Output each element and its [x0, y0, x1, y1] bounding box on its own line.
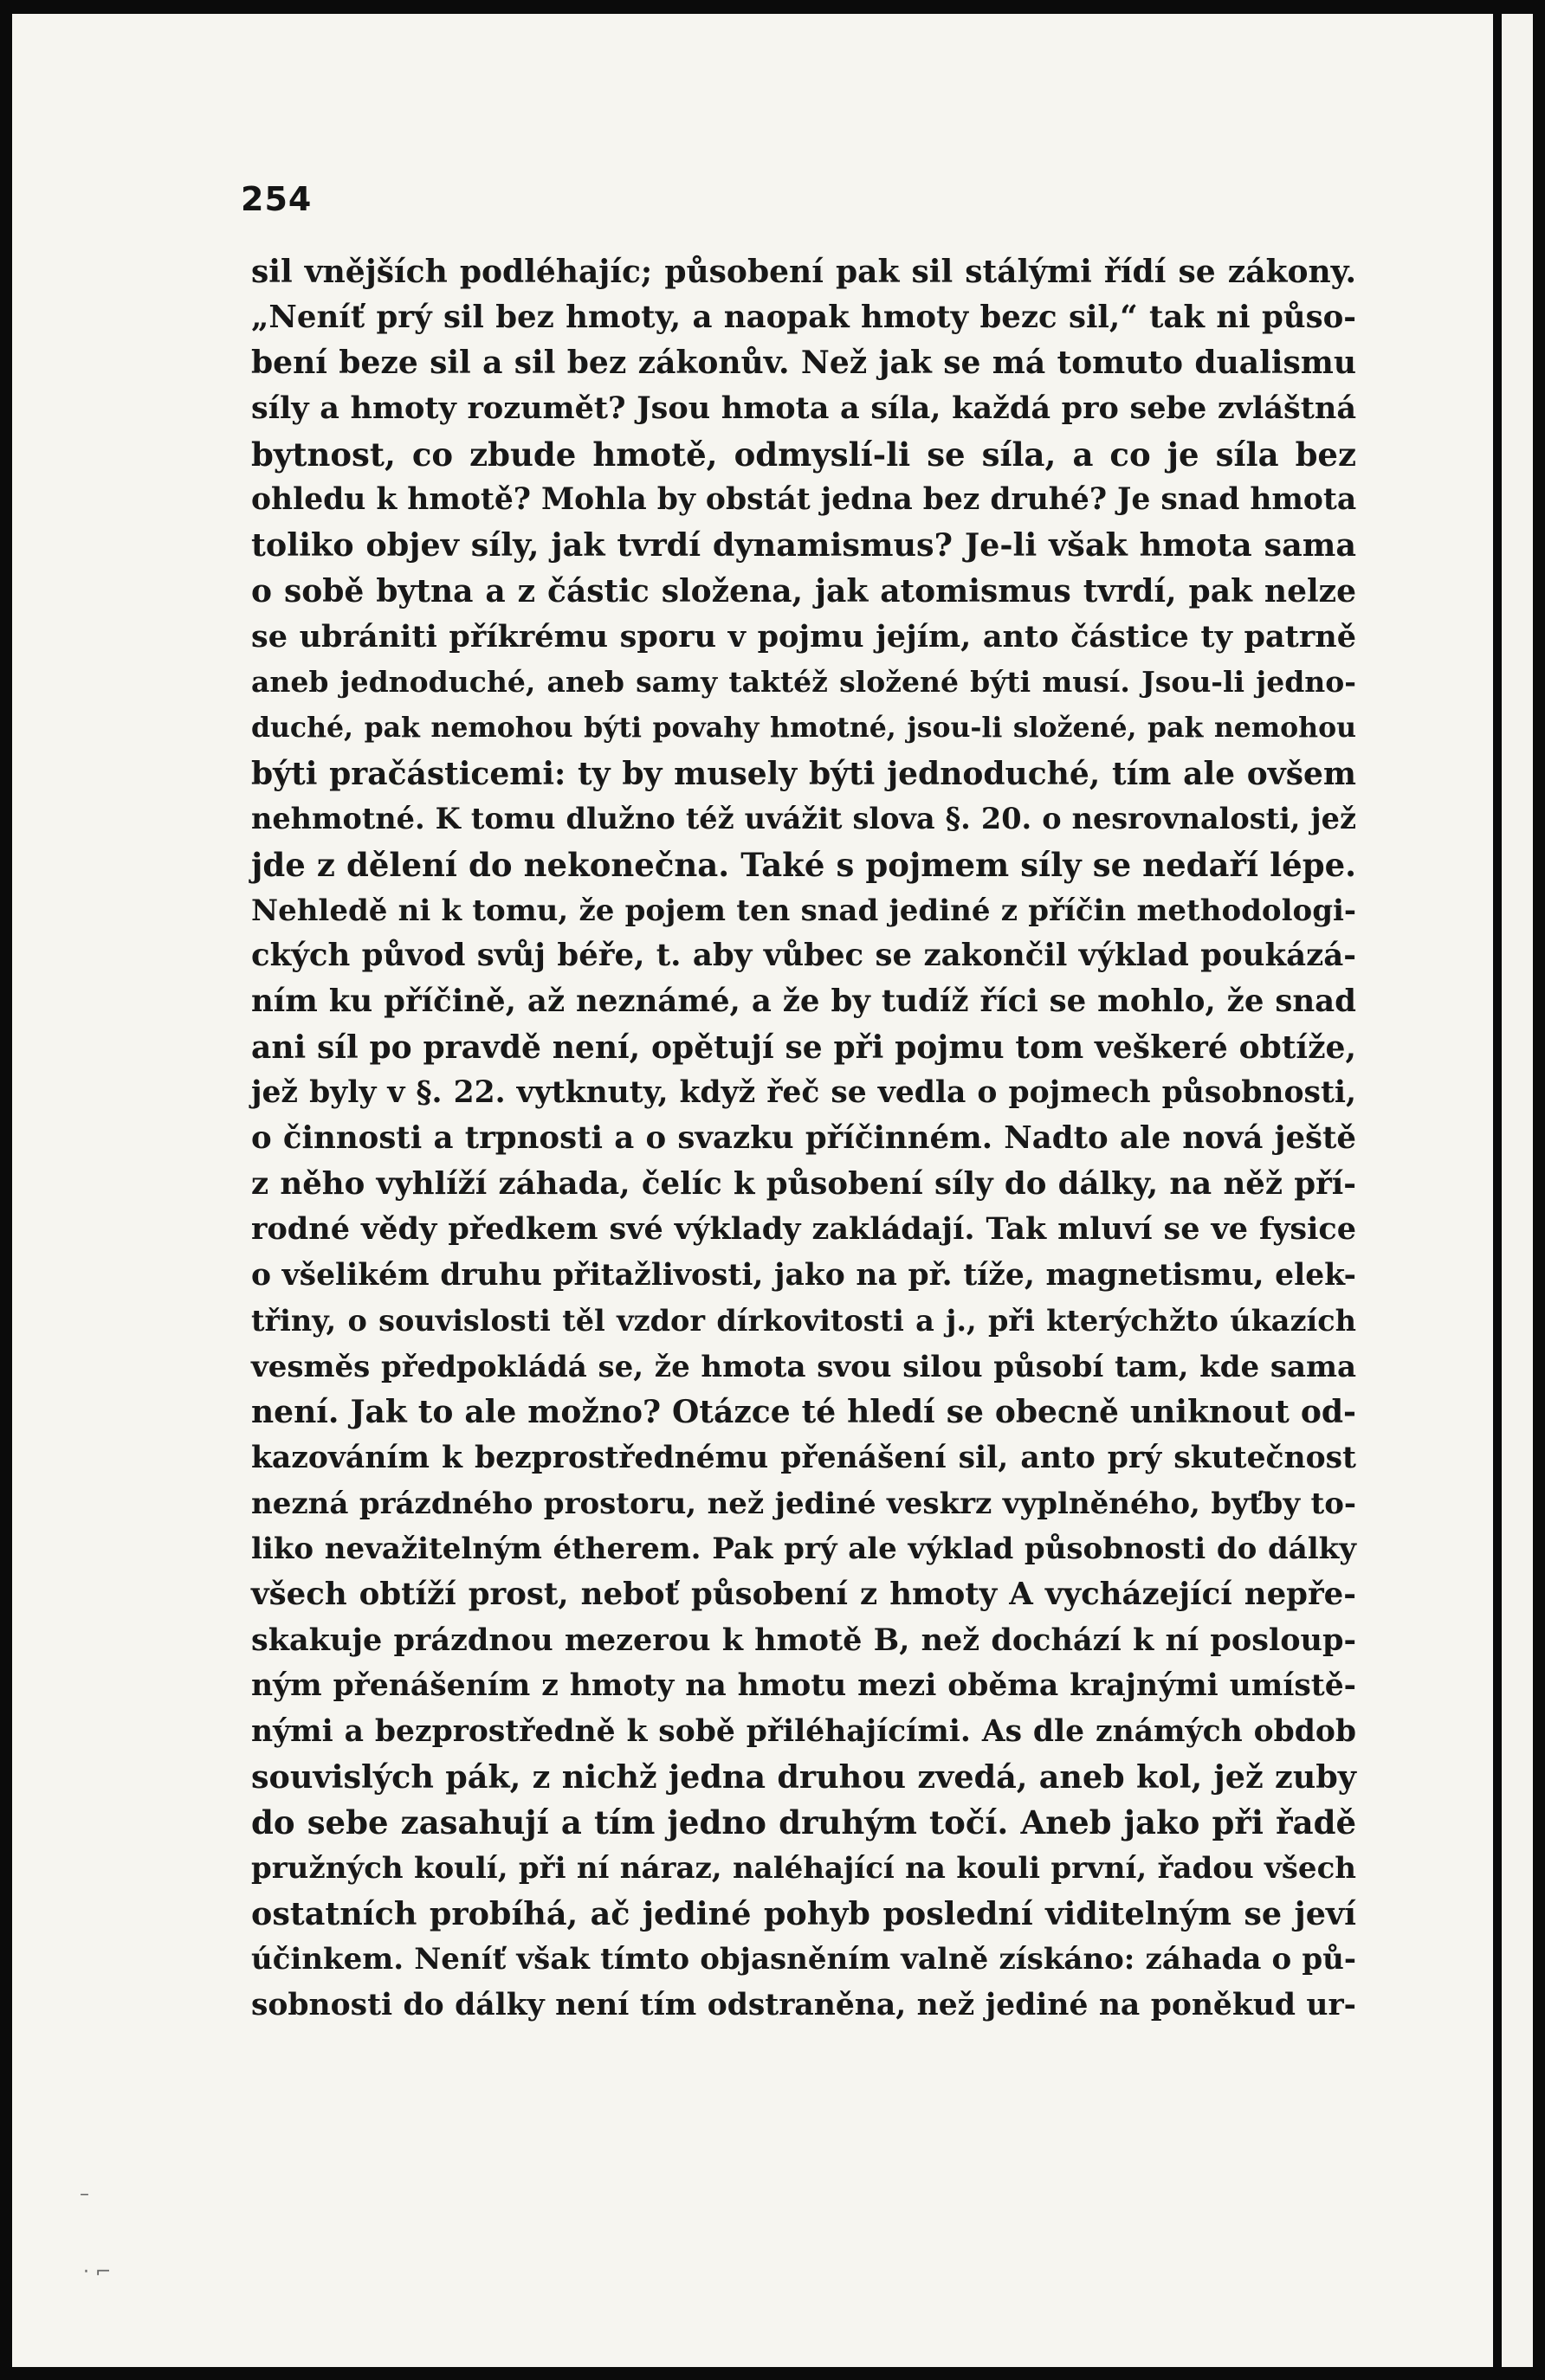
text-line: ostatních probíhá, ač jediné pohyb poslední viditelným se jeví — [251, 1894, 1356, 1932]
text-line: z něho vyhlíží záhada, čelíc k působení síly do dálky, na něž pří- — [251, 1165, 1356, 1202]
text-line: se ubrániti příkrému sporu v pojmu jejím, anto částice ty patrně — [251, 618, 1356, 655]
text-line: není. Jak to ale možno? Otázce té hledí se obecně uniknout od- — [251, 1394, 1356, 1431]
text-line: souvislých pák, z nichž jedna druhou zvedá, aneb kol, jež zuby — [251, 1758, 1356, 1796]
text-line: Nehledě ni k tomu, že pojem ten snad jediné z příčin methodologi- — [251, 893, 1356, 928]
text-line: nými a bezprostředně k sobě přiléhajícími. As dle známých obdob — [251, 1714, 1356, 1749]
text-line: o sobě bytna a z částic složena, jak atomismus tvrdí, pak nelze — [251, 572, 1356, 610]
text-line: jde z dělení do nekonečna. Také s pojmem síly se nedaří lépe. — [251, 845, 1356, 884]
text-line: nehmotné. K tomu dlužno též uvážit slova §. 20. o nesrovnalosti, jež — [251, 802, 1356, 836]
body-text — [251, 249, 1356, 2028]
text-line: třiny, o souvislosti těl vzdor dírkovitosti a j., při kterýchžto úkazích — [251, 1303, 1356, 1338]
text-line: o činnosti a trpnosti a o svazku příčinném. Nadto ale nová ještě — [251, 1120, 1356, 1157]
text-line: ním ku příčině, až neznámé, a že by tudíž říci se mohlo, že snad — [251, 984, 1356, 1019]
text-line: účinkem. Neníť však tímto objasněním valně získáno: záhada o pů- — [251, 1942, 1356, 1977]
adjacent-page-edge — [1502, 14, 1533, 2367]
text-line: kazováním k bezprostřednému přenášení sil, anto prý skutečnost — [251, 1440, 1356, 1475]
text-line: nezná prázdného prostoru, než jediné veskrz vyplněného, byťby to- — [251, 1486, 1356, 1521]
text-line: liko nevažitelným étherem. Pak prý ale výklad působnosti do dálky — [251, 1532, 1356, 1567]
text-line: ani síl po pravdě není, opětují se při pojmu tom veškeré obtíže, — [251, 1029, 1356, 1066]
text-line: bení beze sil a sil bez zákonův. Než jak se má tomuto dualismu — [251, 345, 1356, 382]
text-line: „Neníť prý sil bez hmoty, a naopak hmoty bezc sil,“ tak ni půso- — [251, 299, 1356, 335]
text-line: pružných koulí, při ní náraz, naléhající na kouli první, řadou všech — [251, 1851, 1356, 1887]
text-line: býti pračásticemi: ty by musely býti jednoduché, tím ale ovšem — [251, 755, 1356, 792]
text-line: aneb jednoduché, aneb samy taktéž složené býti musí. Jsou-li jedno- — [251, 665, 1356, 700]
text-line: skakuje prázdnou mezerou k hmotě B, než dochází k ní posloup- — [251, 1622, 1356, 1658]
text-line: síly a hmoty rozumět? Jsou hmota a síla, každá pro sebe zvláštná — [251, 390, 1356, 427]
text-line: ohledu k hmotě? Mohla by obstát jedna bez druhé? Je snad hmota — [251, 482, 1357, 518]
scan-mark: – — [80, 2183, 89, 2205]
text-line: jež byly v §. 22. vytknuty, když řeč se vedla o pojmech působnosti, — [251, 1075, 1356, 1111]
text-line: sobnosti do dálky není tím odstraněna, než jediné na poněkud ur- — [251, 1988, 1356, 2023]
text-line: rodné vědy předkem své výklady zakládají. Tak mluví se ve fysice — [251, 1211, 1356, 1248]
text-line: duché, pak nemohou býti povahy hmotné, jsou-li složené, pak nemohou — [251, 711, 1356, 744]
text-line: toliko objev síly, jak tvrdí dynamismus? Je-li však hmota sama — [251, 526, 1356, 564]
text-line: do sebe zasahují a tím jedno druhým točí. Aneb jako při řadě — [251, 1803, 1356, 1842]
page-number: 254 — [241, 180, 313, 218]
text-line: vesměs předpokládá se, že hmota svou silou působí tam, kde sama — [251, 1349, 1356, 1384]
text-line: všech obtíží prost, neboť působení z hmoty A vycházející nepře- — [251, 1576, 1356, 1612]
text-line: sil vnějších podléhajíc; působení pak sil stálými řídí se zákony. — [251, 254, 1356, 290]
text-line: ným přenášením z hmoty na hmotu mezi oběma krajnými umístě- — [251, 1668, 1356, 1704]
text-line: bytnost, co zbude hmotě, odmyslí-li se síla, a co je síla bez — [251, 435, 1356, 474]
scan-mark: · ⌐ — [83, 2261, 112, 2283]
text-line: ckých původ svůj béře, t. aby vůbec se zakončil výklad poukázá- — [251, 938, 1356, 974]
text-line: o všelikém druhu přitažlivosti, jako na př. tíže, magnetismu, elek- — [251, 1258, 1356, 1293]
